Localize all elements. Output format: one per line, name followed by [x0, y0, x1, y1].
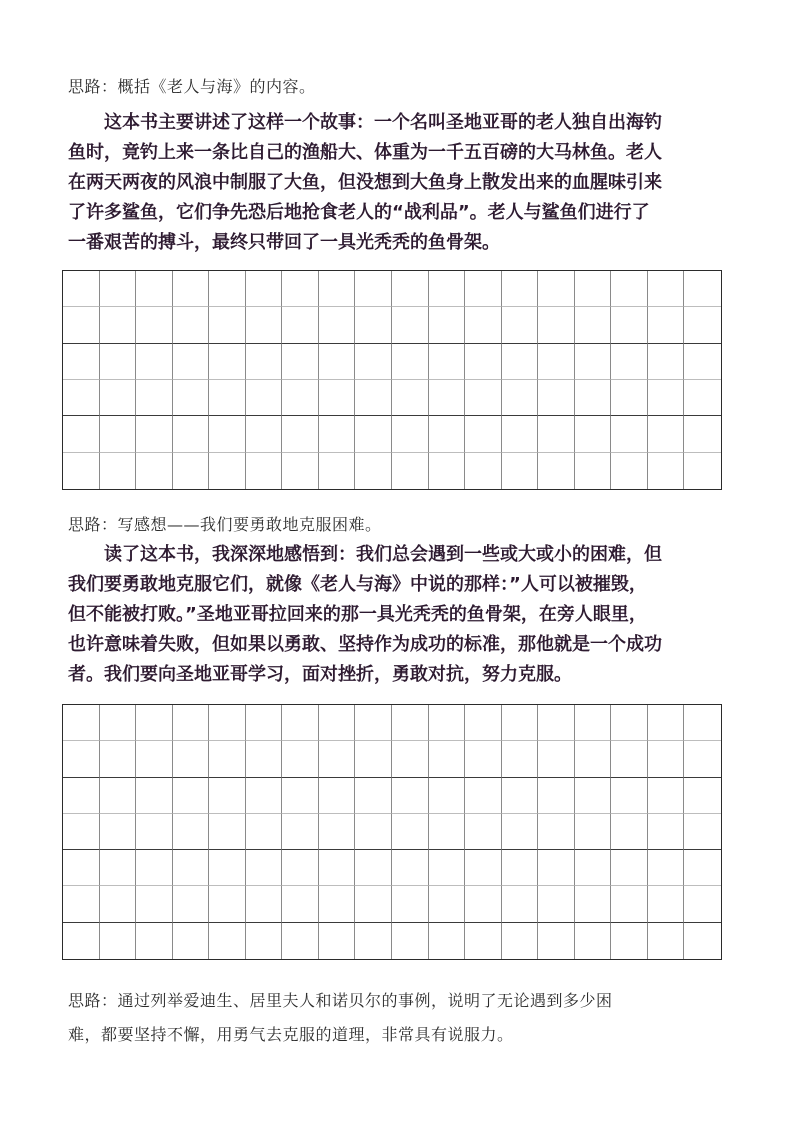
grid-cell: [282, 380, 319, 416]
grid-cell: [502, 814, 539, 850]
grid-cell: [684, 705, 721, 741]
grid-cell: [429, 850, 466, 886]
grid-cell: [465, 344, 502, 380]
grid-cell: [319, 741, 356, 777]
grid-cell: [136, 886, 173, 922]
grid-cell: [648, 307, 685, 343]
grid-cell: [355, 778, 392, 814]
grid-cell: [282, 741, 319, 777]
grid-cell: [392, 778, 429, 814]
grid-cell: [575, 886, 612, 922]
grid-cell: [209, 380, 246, 416]
grid-cell: [502, 886, 539, 922]
grid-cell: [684, 344, 721, 380]
grid-cell: [246, 416, 283, 452]
grid-cell: [63, 778, 100, 814]
essay-line: 者。我们要向圣地亚哥学习，面对挫折，勇敢对抗，努力克服。: [68, 664, 572, 685]
writing-grid-2: [62, 704, 722, 960]
grid-cell: [392, 814, 429, 850]
grid-cell: [429, 705, 466, 741]
grid-cell: [502, 778, 539, 814]
grid-cell: [684, 416, 721, 452]
grid-cell: [538, 886, 575, 922]
grid-cell: [684, 814, 721, 850]
grid-cell: [648, 886, 685, 922]
grid-cell: [648, 814, 685, 850]
grid-cell: [209, 271, 246, 307]
grid-cell: [429, 307, 466, 343]
grid-cell: [173, 814, 210, 850]
grid-cell: [502, 344, 539, 380]
grid-cell: [246, 453, 283, 489]
grid-cell: [173, 271, 210, 307]
grid-cell: [173, 923, 210, 959]
grid-cell: [282, 307, 319, 343]
grid-cell: [246, 886, 283, 922]
grid-cell: [136, 741, 173, 777]
grid-cell: [392, 741, 429, 777]
grid-cell: [319, 380, 356, 416]
grid-cell: [465, 380, 502, 416]
grid-cell: [392, 923, 429, 959]
writing-grid-1: [62, 270, 722, 490]
essay-line: 在两天两夜的风浪中制服了大鱼，但没想到大鱼身上散发出来的血腥味引来: [68, 172, 662, 193]
grid-cell: [429, 778, 466, 814]
grid-cell: [209, 886, 246, 922]
grid-cell: [173, 453, 210, 489]
note-line: 难，都要坚持不懈，用勇气去克服的道理，非常具有说服力。: [68, 1025, 514, 1044]
grid-cell: [100, 453, 137, 489]
grid-cell: [684, 307, 721, 343]
grid-cell: [100, 705, 137, 741]
grid-cell: [136, 814, 173, 850]
grid-cell: [209, 923, 246, 959]
grid-cell: [355, 271, 392, 307]
grid-cell: [319, 453, 356, 489]
grid-cell: [575, 814, 612, 850]
grid-cell: [100, 307, 137, 343]
grid-cell: [63, 453, 100, 489]
grid-cell: [355, 344, 392, 380]
grid-cell: [319, 307, 356, 343]
grid-cell: [538, 741, 575, 777]
grid-cell: [355, 705, 392, 741]
grid-cell: [575, 850, 612, 886]
grid-cell: [684, 778, 721, 814]
grid-cell: [63, 850, 100, 886]
grid-cell: [63, 307, 100, 343]
grid-cell: [173, 380, 210, 416]
grid-cell: [173, 705, 210, 741]
grid-cell: [575, 778, 612, 814]
grid-cell: [173, 850, 210, 886]
grid-cell: [575, 453, 612, 489]
grid-cell: [684, 741, 721, 777]
grid-cell: [209, 307, 246, 343]
grid-cell: [611, 778, 648, 814]
grid-cell: [355, 380, 392, 416]
grid-cell: [465, 814, 502, 850]
grid-cell: [319, 923, 356, 959]
grid-cell: [538, 453, 575, 489]
grid-cell: [538, 380, 575, 416]
grid-cell: [648, 850, 685, 886]
grid-cell: [429, 271, 466, 307]
essay-line: 我们要勇敢地克服它们，就像《老人与海》中说的那样：”人可以被摧毁，: [68, 574, 647, 595]
grid-cell: [392, 453, 429, 489]
grid-cell: [63, 814, 100, 850]
grid-cell: [611, 741, 648, 777]
grid-cell: [209, 850, 246, 886]
grid-cell: [355, 307, 392, 343]
grid-cell: [63, 271, 100, 307]
grid-cell: [355, 453, 392, 489]
grid-cell: [648, 416, 685, 452]
grid-cell: [63, 886, 100, 922]
grid-cell: [648, 705, 685, 741]
grid-cell: [282, 344, 319, 380]
thinking-note-3: [68, 984, 768, 1052]
thinking-note-2: 思路：写感想——我们要勇敢地克服困难。: [68, 515, 382, 534]
grid-cell: [173, 307, 210, 343]
grid-cell: [173, 778, 210, 814]
grid-cell: [538, 705, 575, 741]
grid-cell: [465, 923, 502, 959]
grid-cell: [246, 778, 283, 814]
grid-cell: [611, 307, 648, 343]
grid-cell: [538, 923, 575, 959]
grid-cell: [246, 380, 283, 416]
grid-cell: [538, 850, 575, 886]
grid-cell: [319, 416, 356, 452]
grid-cell: [648, 380, 685, 416]
grid-cell: [465, 271, 502, 307]
grid-cell: [63, 705, 100, 741]
grid-cell: [575, 923, 612, 959]
grid-cell: [684, 380, 721, 416]
grid-cell: [282, 814, 319, 850]
grid-cell: [63, 380, 100, 416]
grid-cell: [136, 271, 173, 307]
grid-cell: [392, 886, 429, 922]
grid-cell: [100, 271, 137, 307]
grid-cell: [684, 453, 721, 489]
grid-cell: [465, 705, 502, 741]
grid-cell: [136, 380, 173, 416]
grid-cell: [136, 850, 173, 886]
grid-cell: [355, 814, 392, 850]
grid-cell: [355, 850, 392, 886]
grid-cell: [392, 380, 429, 416]
grid-cell: [684, 923, 721, 959]
grid-cell: [136, 453, 173, 489]
grid-cell: [684, 886, 721, 922]
grid-cell: [502, 850, 539, 886]
grid-cell: [100, 416, 137, 452]
grid-cell: [429, 416, 466, 452]
grid-cell: [429, 923, 466, 959]
grid-cell: [282, 453, 319, 489]
grid-cell: [502, 705, 539, 741]
grid-cell: [319, 814, 356, 850]
grid-cell: [282, 886, 319, 922]
grid-cell: [209, 814, 246, 850]
grid-cell: [538, 271, 575, 307]
grid-cell: [611, 814, 648, 850]
grid-cell: [611, 923, 648, 959]
grid-cell: [282, 850, 319, 886]
grid-cell: [319, 271, 356, 307]
grid-cell: [246, 741, 283, 777]
grid-cell: [209, 344, 246, 380]
grid-cell: [502, 923, 539, 959]
grid-cell: [465, 453, 502, 489]
grid-cell: [246, 705, 283, 741]
grid-cell: [100, 850, 137, 886]
grid-cell: [502, 271, 539, 307]
grid-cell: [465, 850, 502, 886]
grid-cell: [209, 741, 246, 777]
grid-cell: [319, 886, 356, 922]
essay-line: 鱼时，竟钓上来一条比自己的渔船大、体重为一千五百磅的大马林鱼。老人: [68, 142, 662, 163]
grid-cell: [173, 886, 210, 922]
grid-cell: [100, 380, 137, 416]
grid-cell: [209, 705, 246, 741]
grid-cell: [246, 850, 283, 886]
grid-cell: [538, 307, 575, 343]
grid-cell: [648, 344, 685, 380]
grid-cell: [538, 344, 575, 380]
grid-cell: [575, 271, 612, 307]
grid-cell: [392, 850, 429, 886]
grid-cell: [611, 344, 648, 380]
essay-paragraph-2: [68, 540, 738, 690]
grid-cell: [575, 307, 612, 343]
grid-cell: [282, 923, 319, 959]
grid-cell: [648, 741, 685, 777]
grid-cell: [575, 380, 612, 416]
grid-cell: [100, 923, 137, 959]
grid-cell: [611, 416, 648, 452]
essay-line: 一番艰苦的搏斗，最终只带回了一具光秃秃的鱼骨架。: [68, 232, 500, 253]
grid-cell: [392, 344, 429, 380]
grid-cell: [63, 416, 100, 452]
grid-cell: [611, 453, 648, 489]
grid-cell: [502, 416, 539, 452]
grid-cell: [465, 307, 502, 343]
grid-cell: [355, 886, 392, 922]
grid-cell: [100, 741, 137, 777]
grid-cell: [136, 416, 173, 452]
essay-line: 了许多鲨鱼，它们争先恐后地抢食老人的“战利品”。老人与鲨鱼们进行了: [68, 202, 650, 223]
grid-cell: [575, 705, 612, 741]
grid-cell: [611, 886, 648, 922]
grid-cell: [355, 741, 392, 777]
grid-cell: [136, 344, 173, 380]
grid-cell: [246, 923, 283, 959]
grid-cell: [136, 307, 173, 343]
grid-cell: [611, 850, 648, 886]
note-line: 思路：通过列举爱迪生、居里夫人和诺贝尔的事例，说明了无论遇到多少困: [68, 991, 613, 1010]
grid-cell: [136, 705, 173, 741]
grid-cell: [319, 850, 356, 886]
thinking-note-1: 思路：概括《老人与海》的内容。: [68, 77, 316, 96]
grid-cell: [392, 416, 429, 452]
grid-cell: [319, 705, 356, 741]
grid-cell: [465, 741, 502, 777]
grid-cell: [246, 344, 283, 380]
grid-cell: [100, 886, 137, 922]
grid-cell: [465, 778, 502, 814]
grid-cell: [502, 307, 539, 343]
grid-cell: [429, 886, 466, 922]
grid-cell: [355, 923, 392, 959]
grid-cell: [136, 923, 173, 959]
grid-cell: [173, 416, 210, 452]
grid-cell: [319, 778, 356, 814]
grid-cell: [575, 741, 612, 777]
grid-cell: [282, 705, 319, 741]
grid-cell: [392, 705, 429, 741]
grid-cell: [575, 344, 612, 380]
grid-cell: [575, 416, 612, 452]
essay-line: 也许意味着失败，但如果以勇敢、坚持作为成功的标准，那他就是一个成功: [68, 634, 662, 655]
grid-cell: [648, 778, 685, 814]
grid-cell: [611, 705, 648, 741]
grid-cell: [63, 344, 100, 380]
grid-cell: [538, 778, 575, 814]
grid-cell: [502, 380, 539, 416]
grid-cell: [319, 344, 356, 380]
grid-cell: [465, 886, 502, 922]
grid-cell: [63, 741, 100, 777]
grid-cell: [392, 271, 429, 307]
grid-cell: [648, 923, 685, 959]
grid-cell: [429, 453, 466, 489]
grid-cell: [392, 307, 429, 343]
grid-cell: [63, 923, 100, 959]
grid-cell: [502, 453, 539, 489]
grid-cell: [100, 814, 137, 850]
grid-cell: [611, 271, 648, 307]
grid-cell: [209, 453, 246, 489]
grid-cell: [538, 814, 575, 850]
grid-cell: [538, 416, 575, 452]
grid-cell: [282, 416, 319, 452]
grid-cell: [355, 416, 392, 452]
essay-line: 但不能被打败。”圣地亚哥拉回来的那一具光秃秃的鱼骨架，在旁人眼里，: [68, 604, 647, 625]
grid-cell: [246, 271, 283, 307]
grid-cell: [282, 271, 319, 307]
grid-cell: [173, 741, 210, 777]
grid-cell: [684, 271, 721, 307]
grid-cell: [209, 416, 246, 452]
grid-cell: [465, 416, 502, 452]
grid-cell: [100, 344, 137, 380]
grid-cell: [209, 778, 246, 814]
essay-paragraph-1: [68, 108, 738, 258]
grid-cell: [173, 344, 210, 380]
grid-cell: [648, 271, 685, 307]
grid-cell: [246, 307, 283, 343]
grid-cell: [100, 778, 137, 814]
grid-cell: [429, 380, 466, 416]
grid-cell: [246, 814, 283, 850]
essay-line: 读了这本书，我深深地感悟到：我们总会遇到一些或大或小的困难，但: [104, 544, 662, 565]
essay-line: 这本书主要讲述了这样一个故事：一个名叫圣地亚哥的老人独自出海钓: [104, 112, 662, 133]
grid-cell: [611, 380, 648, 416]
grid-cell: [429, 344, 466, 380]
grid-cell: [429, 814, 466, 850]
grid-cell: [136, 778, 173, 814]
grid-cell: [684, 850, 721, 886]
grid-cell: [502, 741, 539, 777]
grid-cell: [648, 453, 685, 489]
grid-cell: [282, 778, 319, 814]
grid-cell: [429, 741, 466, 777]
